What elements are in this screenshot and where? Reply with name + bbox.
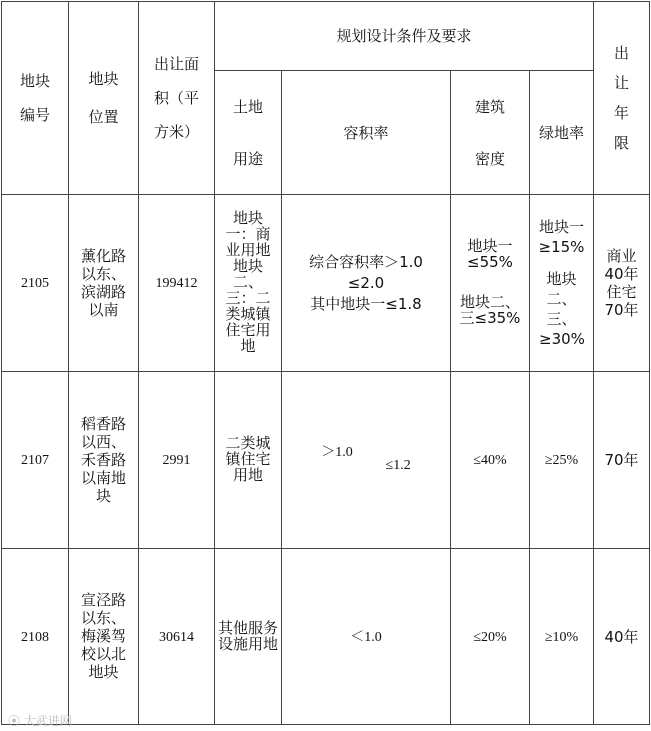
area-cell: 30614 xyxy=(139,549,215,725)
green-cell xyxy=(530,195,594,372)
term-cell: 40年 xyxy=(594,549,650,725)
table-row xyxy=(2,372,650,549)
far-cell: ＜1.0 xyxy=(282,549,451,725)
land-use-cell: 二类城镇住宅用地 xyxy=(215,372,282,549)
location-cell: 稻香路以西、禾香路以南地块 xyxy=(69,372,139,549)
header-area: 出让面积（平方米） xyxy=(139,2,215,195)
density-cell: ≤40% xyxy=(451,372,530,549)
far-cell xyxy=(282,195,451,372)
header-green: 绿地率 xyxy=(530,71,594,195)
land-use-cell: 其他服务设施用地 xyxy=(215,549,282,725)
plot-no-cell: 2107 xyxy=(2,372,69,549)
far-upper-bound: ≤1.2 xyxy=(385,458,411,473)
header-planning: 规划设计条件及要求 xyxy=(215,2,594,71)
watermark-logo xyxy=(8,712,72,729)
far-cell xyxy=(282,372,451,549)
density-cell xyxy=(451,195,530,372)
green-cell: ≥25% xyxy=(530,372,594,549)
green-cell: ≥10% xyxy=(530,549,594,725)
density-line: 地块一≤55% xyxy=(467,237,513,271)
area-cell: 2991 xyxy=(139,372,215,549)
term-cell: 70年 xyxy=(594,372,650,549)
header-term: 出让年限 xyxy=(594,2,650,195)
density-cell: ≤20% xyxy=(451,549,530,725)
table-row xyxy=(2,549,650,725)
green-line: 地块一≥15% xyxy=(538,218,585,256)
far-line: 其中地块一≤1.8 xyxy=(310,294,422,313)
term-cell: 商业40年住宅70年 xyxy=(594,195,650,372)
header-far: 容积率 xyxy=(282,71,451,195)
table-row xyxy=(2,195,650,372)
location-cell: 薰化路以东、滨湖路以南 xyxy=(69,195,139,372)
location-cell: 宣泾路以东、梅溪驾校以北地块 xyxy=(69,549,139,725)
header-density: 建筑密度 xyxy=(451,71,530,195)
header-plot-no: 地块编号 xyxy=(2,2,69,195)
far-line: 综合容积率＞1.0 xyxy=(309,252,423,271)
plot-no-cell: 2105 xyxy=(2,195,69,372)
far-lower-bound: ＞1.0 xyxy=(321,445,353,460)
land-use-cell: 地块一：商业用地地块二、三：二类城镇住宅用地 xyxy=(215,195,282,372)
plot-no-cell: 2108 xyxy=(2,549,69,725)
watermark-text: 大武进网 xyxy=(23,714,72,728)
green-line: 地块二、三、≥30% xyxy=(539,270,585,348)
density-line: 地块二、三≤35% xyxy=(459,293,521,327)
land-transfer-table xyxy=(1,1,650,725)
area-cell: 199412 xyxy=(139,195,215,372)
header-location: 地块位置 xyxy=(69,2,139,195)
header-land-use: 土地用途 xyxy=(215,71,282,195)
logo-icon: ⦿ xyxy=(8,714,21,728)
far-line: ≤2.0 xyxy=(347,273,385,292)
